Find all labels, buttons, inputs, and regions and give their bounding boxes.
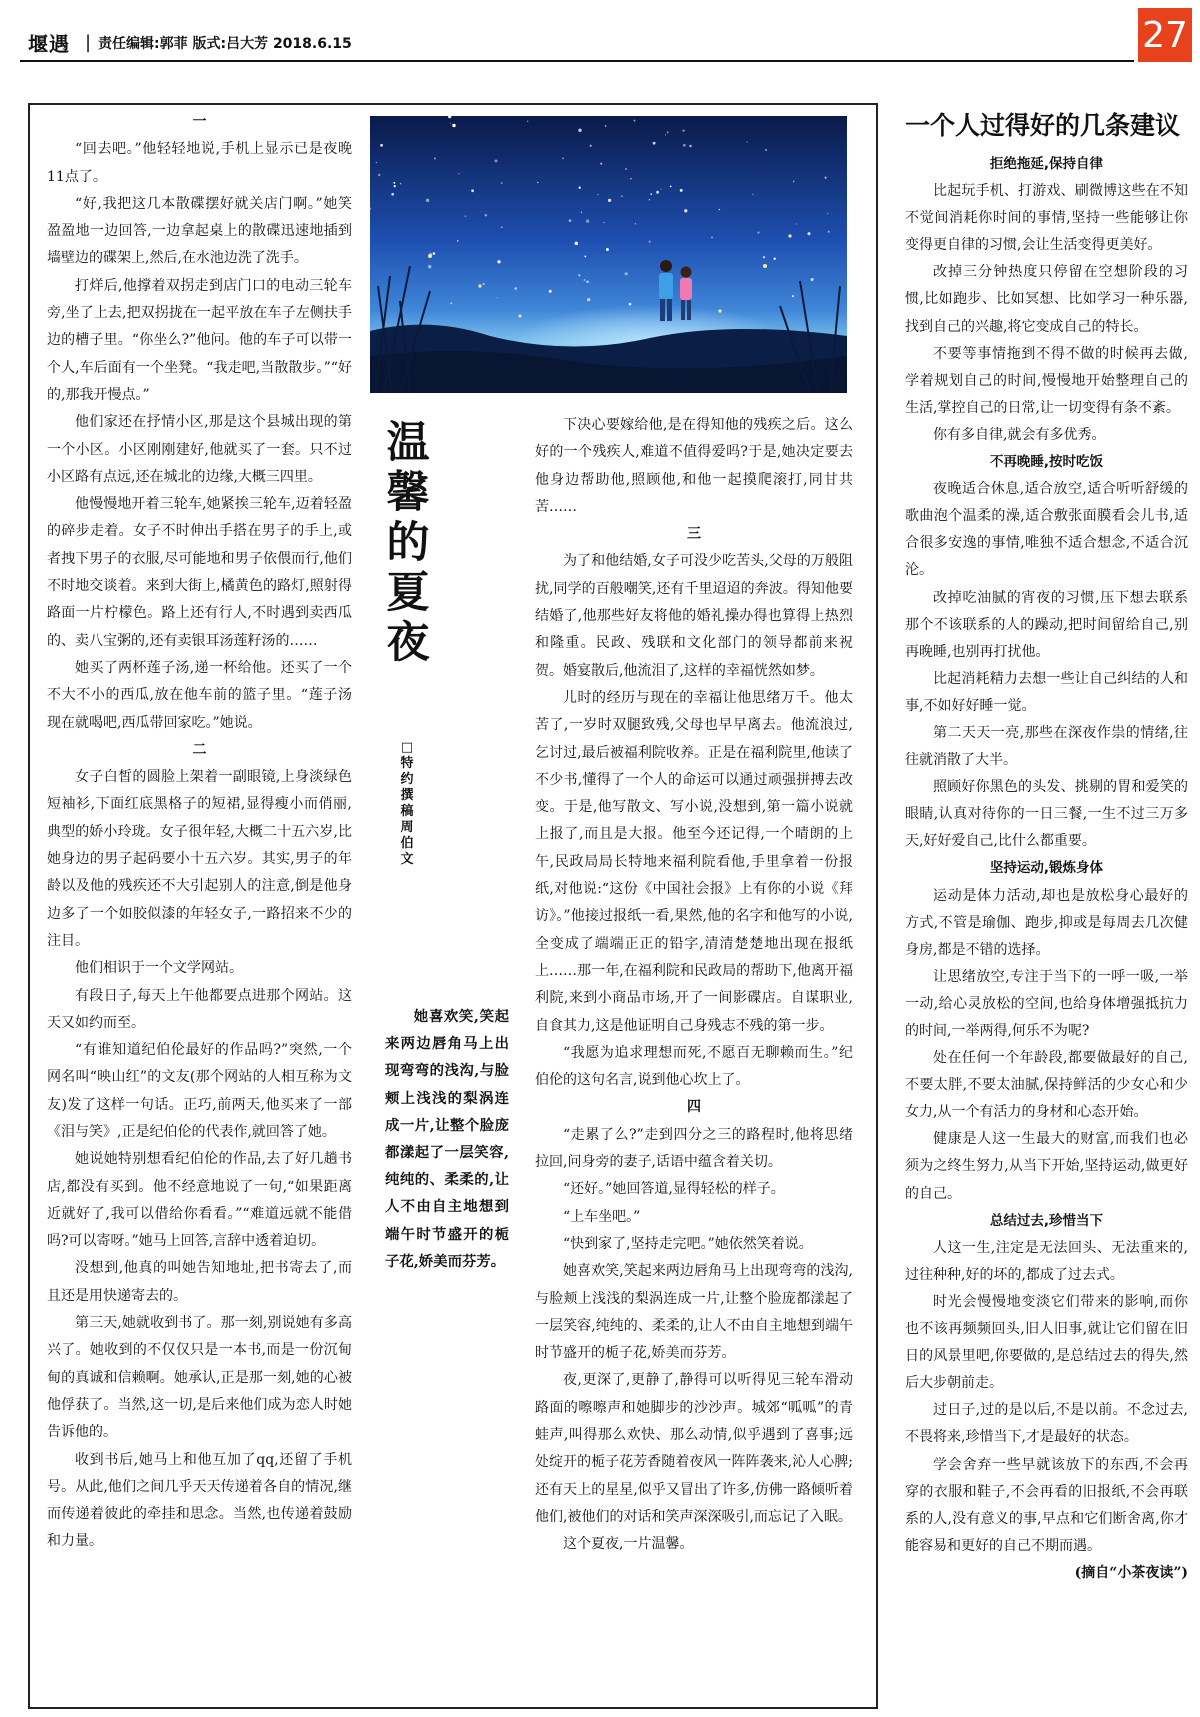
paragraph: 夜,更深了,更静了,静得可以听得见三轮车滑动路面的嚓嚓声和她脚步的沙沙声。城郊“呱呱”的青蛙声,叫得那么欢快、那么动情,似乎遇到了喜事;远处绽开的栀子花芳香随着夜风一阵阵袭来,沁人心脾;还有天上的星星,似乎又冒出了许多,仿佛一路倾听着他们,被他们的对话和笑声深深吸引,而忘记了入眠。 xyxy=(535,1372,853,1525)
star xyxy=(796,223,797,224)
paragraph: 处在任何一个年龄段,都要做最好的自己,不要太胖,不要太油腻,保持鲜活的少女心和少女力,从一个有活力的身材和心态开始。 xyxy=(905,1050,1188,1121)
paragraph: 女子白皙的圆脸上架着一副眼镜,上身淡绿色短袖衫,下面红底黑格子的短裙,显得瘦小而俏丽,典型的娇小玲珑。女子很年轻,大概二十五六岁,比她身边的男子起码要小十五六岁。其实,男子的年龄以及他的残疾还不大引起别人的注意,倒是他身边多了一个如胶似漆的年轻女子,一路招来不少的注目。 xyxy=(47,769,352,949)
star xyxy=(660,188,661,189)
star xyxy=(394,185,396,187)
star xyxy=(630,178,631,179)
star xyxy=(458,173,459,174)
paragraph: “好,我把这几本散碟摆好就关店门啊。”她笑盈盈地一边回答,一边拿起桌上的散碟迅速地插到墙壁边的碟架上,然后,在水池边洗了洗手。 xyxy=(47,195,352,267)
star xyxy=(590,145,592,147)
sidebar-title: 一个人过得好的几条建议 xyxy=(905,111,1181,140)
paragraph: 他们家还在抒情小区,那是这个县城出现的第一个小区。小区刚刚建好,他就买了一套。只不过小区路有点远,还在城北的边缘,大概三四里。 xyxy=(47,414,352,485)
pull-quote xyxy=(385,1003,509,1275)
star xyxy=(433,252,436,255)
star xyxy=(380,144,383,147)
star xyxy=(605,125,607,127)
star xyxy=(670,186,672,188)
paragraph: 没想到,他真的叫她告知地址,把书寄去了,而且还是用快递寄去的。 xyxy=(47,1260,352,1304)
star xyxy=(586,280,589,283)
paragraph: 她买了两杯莲子汤,递一杯给他。还买了一个不大不小的西瓜,放在他车前的篮子里。“莲子汤现在就喝吧,西瓜带回家吃。”她说。 xyxy=(47,659,352,731)
star xyxy=(682,129,684,131)
paragraph: 改掉吃油腻的宵夜的习惯,压下想去联系那个不该联系的人的躁动,把时间留给自己,别再晚睡,也别再打扰他。 xyxy=(905,589,1188,660)
header-separator: | xyxy=(85,32,92,53)
paragraph: 比起消耗精力去想一些让自己纠结的人和事,不如好好睡一觉。 xyxy=(905,670,1188,714)
paragraph: 过日子,过的是以后,不是以前。不念过去,不畏将来,珍惜当下,才是最好的状态。 xyxy=(905,1402,1188,1446)
star xyxy=(665,134,666,135)
star xyxy=(465,215,467,217)
paragraph: 比起玩手机、打游戏、刷微博这些在不知不觉间消耗你时间的事情,坚持一些能够让你变得更自律的习惯,会让生活变得更美好。 xyxy=(905,183,1188,254)
star xyxy=(684,209,687,212)
paragraph: 打烊后,他撑着双拐走到店门口的电动三轮车旁,坐了上去,把双拐拢在一起平放在车子左侧扶手边的槽子里。“你坐么?”他问。他的车子可以带一个人,车后面有一个坐凳。“我走吧,当散散步。”“好的,那我开慢点。” xyxy=(47,277,352,403)
star xyxy=(581,212,582,213)
star xyxy=(471,189,474,192)
star xyxy=(428,265,431,268)
star xyxy=(579,187,581,189)
star xyxy=(457,240,459,242)
paragraph: 人这一生,注定是无法回头、无法重来的,过往种种,好的坏的,都成了过去式。 xyxy=(905,1239,1188,1283)
paragraph: 下决心要嫁给他,是在得知他的残疾之后。这么好的一个残疾人,难道不值得爱吗?于是,她决定要去他身边帮助他,照顾他,和他一起摸爬滚打,同甘共苦…… xyxy=(535,417,853,515)
star xyxy=(621,195,622,196)
paragraph: 有段日子,每天上午他都要点进那个网站。这天又如约而至。 xyxy=(47,987,352,1031)
star xyxy=(765,149,767,151)
star xyxy=(827,213,828,214)
paragraph: 第三天,她就收到书了。那一刻,别说她有多高兴了。她收到的不仅仅只是一本书,而是一份沉甸甸的真诚和信赖啊。她承认,正是那一刻,她的心被他俘获了。当然,这一切,是后来他们成为恋人时她告诉他的。 xyxy=(47,1315,352,1441)
paragraph: 他慢慢地开着三轮车,她紧挨三轮车,迈着轻盈的碎步走着。女子不时伸出手搭在男子的手上,或者拽下男子的衣服,尽可能地和男子依偎而行,他们不时地交谈着。来到大街上,橘黄色的路灯,照射得路面一片柠檬色。路上还有行人,不时遇到卖西瓜的、卖八宝粥的,还有卖银耳汤莲籽汤的…… xyxy=(47,496,352,649)
star xyxy=(514,287,517,290)
star xyxy=(793,181,795,183)
star xyxy=(495,160,498,163)
article-column-3 xyxy=(535,412,853,1558)
paragraph: 她喜欢笑,笑起来两边唇角马上出现弯弯的浅沟,与脸颊上浅浅的梨涡连成一片,让整个脸庞都漾起了一层笑容,纯纯的、柔柔的,让人不由自主地想到端午时节盛开的栀子花,娇美而芬芳。 xyxy=(535,1263,853,1362)
star xyxy=(649,240,651,242)
star xyxy=(608,199,611,202)
paragraph: 不要等事情拖到不得不做的时候再去做,学着规划自己的时间,慢慢地开始整理自己的生活,掌控自己的日常,让一切变得有条不紊。 xyxy=(905,345,1188,416)
paragraph: “还好。”她回答道,显得轻松的样子。 xyxy=(563,1181,785,1198)
section-heading: 四 xyxy=(687,1099,701,1116)
star xyxy=(575,242,579,246)
page-header xyxy=(0,0,1200,92)
star xyxy=(606,248,609,251)
star xyxy=(600,163,602,165)
paragraph: 这个夏夜,一片温馨。 xyxy=(563,1536,694,1553)
paragraph: 健康是人这一生最大的财富,而我们也必须为之终生努力,从当下开始,坚持运动,做更好的自己。 xyxy=(905,1131,1188,1202)
star xyxy=(811,278,814,281)
star xyxy=(667,131,669,133)
couple-under-stars-image xyxy=(370,116,847,393)
paragraph: 儿时的经历与现在的幸福让他思绪万千。他太苦了,一岁时双腿致残,父母也早早离去。他流浪过,乞讨过,最后被福利院收养。正是在福利院里,他读了不少书,懂得了一个人的命运可以通过顽强拼搏去改变。于是,他写散文、写小说,没想到,第一篇小说就上报了,而且是大报。他至今还记得,一个晴朗的上午,民政局局长特地来福利院看他,手里拿着一份报纸,对他说:“这份《中国社会报》上有你的小说《拜访》。”他接过报纸一看,果然,他的名字和他写的小说,全变成了端端正正的铅字,清清楚楚地出现在报纸上……那一年,在福利院和民政局的帮助下,他离开福利院,来到小商品市场,开了一间影碟店。自谋职业,自食其力,这是他证明自己身残志不残的第一步。 xyxy=(535,689,853,1034)
star xyxy=(757,232,759,234)
star xyxy=(683,144,686,147)
star xyxy=(426,199,429,202)
author-byline: □特约撰稿 周伯文 xyxy=(400,740,414,867)
star xyxy=(527,121,528,122)
section-heading: 三 xyxy=(687,526,701,543)
star xyxy=(497,297,498,298)
star xyxy=(635,223,636,224)
paragraph: 照顾好你黑色的头发、挑剔的胃和爱笑的眼睛,认真对待你的一日三餐,一生不过三万多天,好好爱自己,比什么都重要。 xyxy=(905,779,1188,850)
paragraph: “有谁知道纪伯伦最好的作品吗?”突然,一个网名叫“映山红”的文友(那个网站的人相互称为文友)发了这样一句话。正巧,前两天,他买来了一部《泪与笑》,正是纪伯伦的代表作,就回答了她。 xyxy=(47,1042,352,1140)
star xyxy=(807,232,810,235)
header-rule xyxy=(20,60,1134,62)
paragraph: “走累了么?”走到四分之三的路程时,他将思绪拉回,问身旁的妻子,话语中蕴含着关切。 xyxy=(535,1126,853,1171)
paragraph: 夜晚适合休息,适合放空,适合听听舒缓的歌曲泡个温柔的澡,适合敷张面膜看会儿书,适合很多安逸的事情,唯独不适合想念,不适合沉沦。 xyxy=(905,481,1188,579)
star xyxy=(711,237,713,239)
star xyxy=(501,227,502,228)
sidebar-body xyxy=(905,151,1188,1587)
star xyxy=(450,122,451,123)
source-line xyxy=(905,1560,1188,1587)
star xyxy=(629,303,632,306)
star xyxy=(501,182,503,184)
star xyxy=(483,283,485,285)
paragraph: 学会舍弃一些早就该放下的东西,不会再穿的衣服和鞋子,不会再看的旧报纸,不会再联系的人,没有意义的事,早点和它们断舍离,你才能容易和更好的自己不期而遇。 xyxy=(905,1456,1188,1554)
star xyxy=(434,157,436,159)
page-number-badge: 27 xyxy=(1138,8,1192,62)
star xyxy=(773,257,775,259)
star xyxy=(584,279,586,281)
paragraph: “快到家了,坚持走完吧。”她依然笑着说。 xyxy=(563,1235,813,1252)
paragraph: “回去吧。”他轻轻地说,手机上显示已是夜晚11点了。 xyxy=(47,141,352,185)
star xyxy=(792,295,794,297)
paragraph: 你有多自律,就会有多优秀。 xyxy=(933,426,1106,443)
paragraph: 为了和他结婚,女子可没少吃苦头,父母的万般阻扰,同学的百般嘲笑,还有千里迢迢的奔波。得知他要结婚了,他那些好友将他的婚礼操办得也算得上热烈和隆重。民政、残联和文化部门的领导都前来祝贺。婚宴散后,他流泪了,这样的幸福恍然如梦。 xyxy=(535,553,853,679)
section-heading: 拒绝拖延,保持自律 xyxy=(989,156,1104,172)
star xyxy=(400,183,402,185)
star xyxy=(587,298,590,301)
star xyxy=(719,209,721,211)
star xyxy=(763,256,765,258)
star xyxy=(549,290,552,293)
paragraph: 改掉三分钟热度只停留在空想阶段的习惯,比如跑步、比如冥想、比如学习一种乐器,找到自己的兴趣,将它变成自己的特长。 xyxy=(905,264,1188,335)
star xyxy=(649,199,650,200)
star xyxy=(603,222,604,223)
section-heading: 一 xyxy=(192,114,207,130)
star xyxy=(537,182,538,183)
source-credit: (摘自“小茶夜读”) xyxy=(1074,1564,1188,1581)
newspaper-section-name: 堰遇 xyxy=(28,32,70,56)
star xyxy=(452,124,455,127)
section-heading: 坚持运动,锻炼身体 xyxy=(989,860,1104,877)
pull-quote-text: 她喜欢笑,笑起来两边唇角马上出现弯弯的浅沟,与脸颊上浅浅的梨涡连成一片,让整个脸庞都漾起了一层笑容,纯纯的、柔柔的,让人不由自主地想到端午时节盛开的栀子花,娇美而芬芳。 xyxy=(385,1008,509,1270)
star xyxy=(653,142,656,145)
star xyxy=(584,255,586,257)
star xyxy=(578,274,580,276)
section-heading: 二 xyxy=(192,741,207,758)
paragraph: 运动是体力活动,却也是放松身心最好的方式,不管是瑜伽、跑步,抑或是每周去几次健身房,都是不错的选择。 xyxy=(905,887,1188,958)
star xyxy=(680,189,683,192)
paragraph: 他们相识于一个文学网站。 xyxy=(75,960,243,977)
article-column-1 xyxy=(47,109,352,1556)
star xyxy=(378,174,381,177)
star xyxy=(746,141,747,142)
star xyxy=(689,145,691,147)
star xyxy=(586,219,589,222)
star xyxy=(597,194,598,195)
star xyxy=(376,162,377,163)
section-heading: 总结过去,珍惜当下 xyxy=(989,1212,1104,1229)
star xyxy=(650,193,652,195)
paragraph: 让思绪放空,专注于当下的一呼一吸,一举一动,给心灵放松的空间,也给身体增强抵抗力的时间,一举两得,何乐不为呢? xyxy=(905,968,1188,1039)
star xyxy=(752,194,753,195)
star xyxy=(578,129,582,133)
sidebar-article xyxy=(905,108,1188,1587)
paragraph: “我愿为追求理想而死,不愿百无聊赖而生。”纪伯伦的这句名言,说到他心坎上了。 xyxy=(535,1044,853,1089)
star xyxy=(634,120,636,122)
star xyxy=(625,168,627,170)
section-heading: 不再晚睡,按时吃饭 xyxy=(989,454,1104,471)
star xyxy=(825,177,827,179)
star xyxy=(391,193,394,196)
paragraph: 时光会慢慢地变淡它们带来的影响,而你也不该再频频回头,旧人旧事,就让它们留在旧日的风景里吧,你要做的,是总结过去的得失,然后大步朝前走。 xyxy=(905,1293,1188,1392)
star xyxy=(828,231,830,233)
star xyxy=(450,302,452,304)
paragraph: 收到书后,她马上和他互加了qq,还留了手机号。从此,他们之间几乎天天传递着各自的情况,继而传递着彼此的牵挂和思念。当然,也传递着鼓励和力量。 xyxy=(47,1451,352,1550)
article-title: 温馨的夏夜 xyxy=(386,418,430,668)
editor-line: 责任编辑:郭菲 版式:吕大芳 2018.6.15 xyxy=(98,36,352,52)
star xyxy=(625,272,628,275)
star xyxy=(562,157,564,159)
star xyxy=(393,182,395,184)
star xyxy=(656,191,659,194)
star xyxy=(485,214,487,216)
night-sky-illustration xyxy=(370,116,847,393)
star xyxy=(569,219,572,222)
paragraph: 第二天天一亮,那些在深夜作祟的情绪,往往就消散了大半。 xyxy=(905,724,1188,769)
star xyxy=(497,260,500,263)
paragraph: 她说她特别想看纪伯伦的作品,去了好几趟书店,都没有买到。他不经意地说了一句,“如果距离近就好了,我可以借给你看看。”“难道远就不能借吗?可以寄呀。”她马上回答,言辞中透着迫切。 xyxy=(47,1151,352,1250)
paragraph: “上车坐吧。” xyxy=(563,1208,641,1225)
